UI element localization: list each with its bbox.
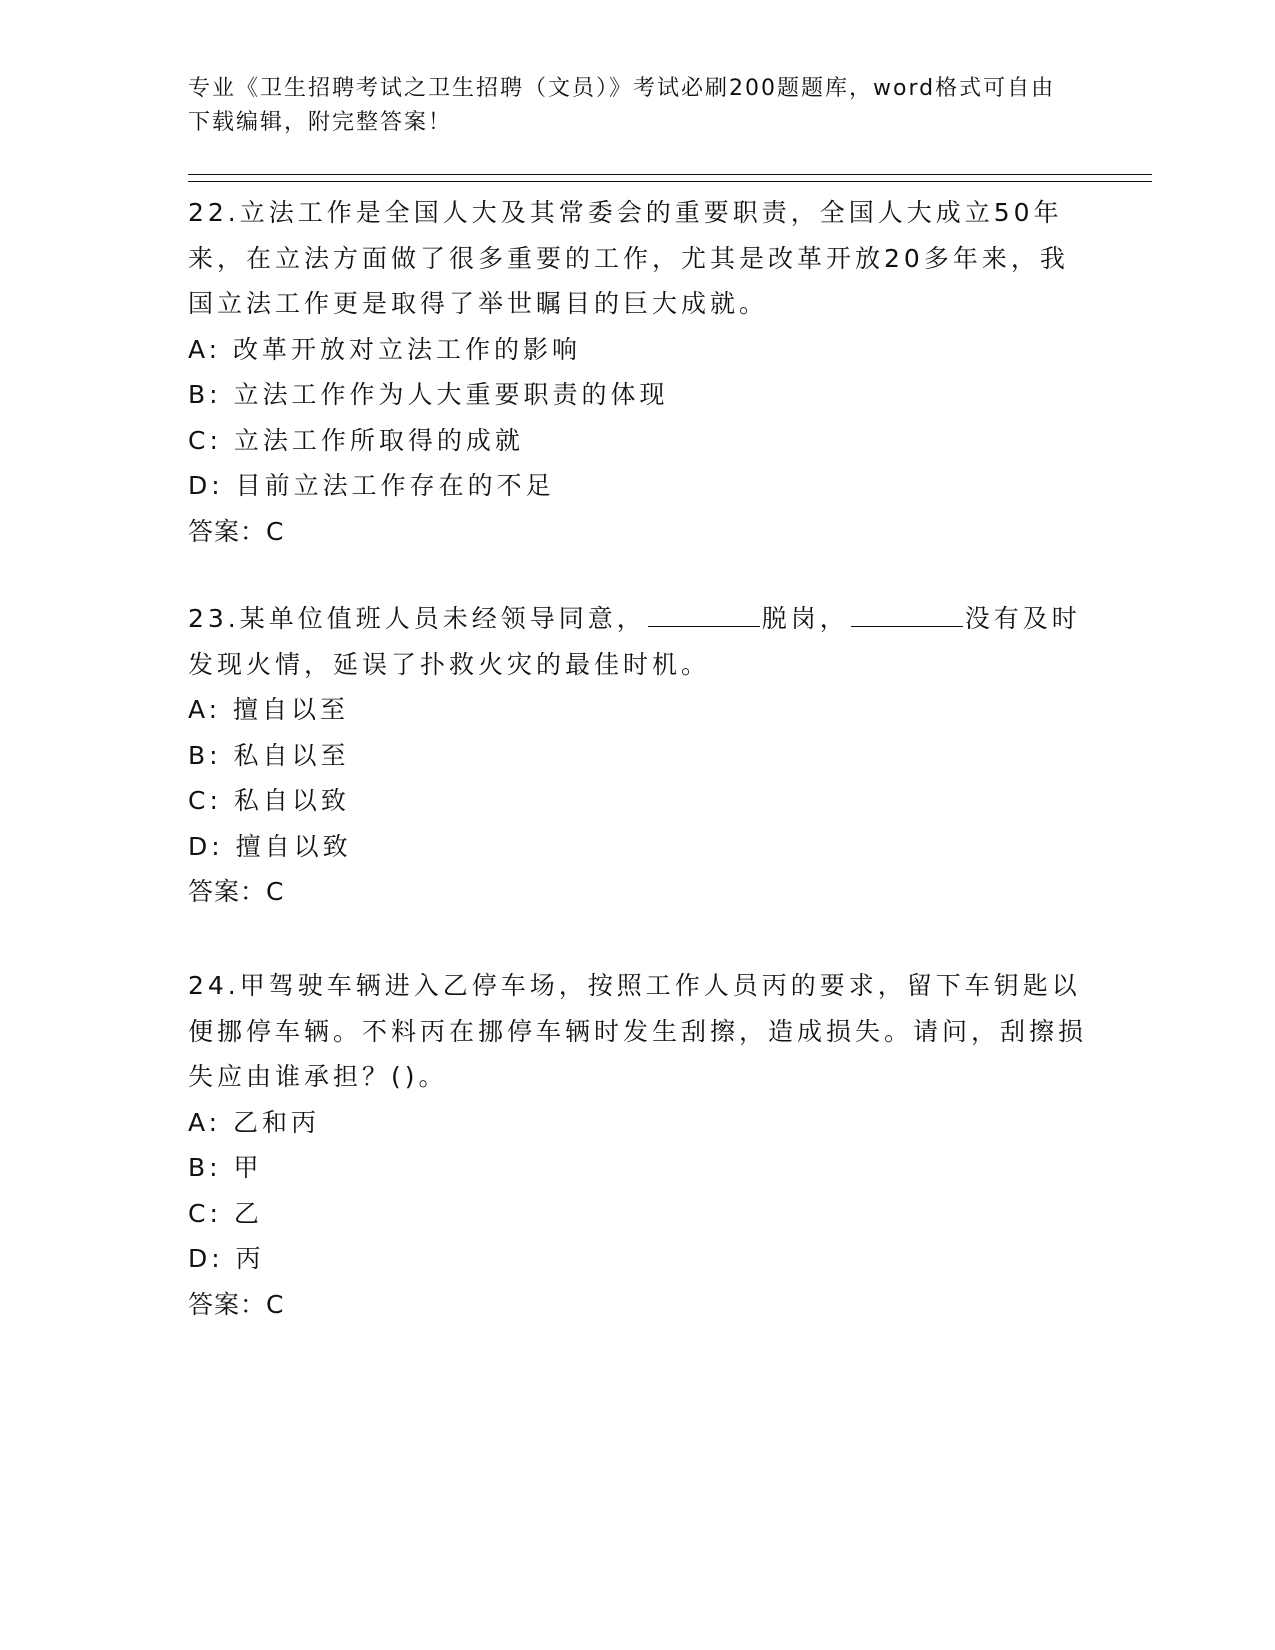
option-b: B: 私自以至 — [188, 740, 350, 770]
option-d: D: 擅自以致 — [188, 831, 352, 861]
option-a: A: 乙和丙 — [188, 1107, 321, 1137]
header-rule-bottom — [188, 181, 1152, 182]
option-a: A: 改革开放对立法工作的影响 — [188, 334, 582, 364]
stem-part-1: 23.某单位值班人员未经领导同意， — [188, 604, 646, 633]
option-c: C: 立法工作所取得的成就 — [188, 425, 524, 455]
question-stem: 22.立法工作是全国人大及其常委会的重要职责，全国人大成立50年来，在立法方面做了很多重要的工作，尤其是改革开放20多年来，我国立法工作更是取得了举世瞩目的巨大成就。 — [188, 198, 1069, 318]
option-b: B: 甲 — [188, 1153, 263, 1182]
question-24 — [188, 963, 1088, 1327]
option-a: A: 擅自以至 — [188, 695, 350, 724]
option-b: B: 立法工作作为人大重要职责的体现 — [188, 380, 669, 409]
document-header: 专业《卫生招聘考试之卫生招聘（文员）》考试必刷200题题库，word格式可自由下载编辑，附完整答案！ — [188, 76, 1056, 135]
fill-blank-2 — [851, 606, 963, 627]
answer-line: 答案：C — [188, 516, 285, 546]
header-rule-top — [188, 174, 1152, 175]
stem-part-2: 脱岗， — [761, 604, 849, 633]
question-stem: 24.甲驾驶车辆进入乙停车场，按照工作人员丙的要求，留下车钥匙以便挪停车辆。不料丙在挪停车辆时发生刮擦，造成损失。请问，刮擦损失应由谁承担？()。 — [188, 971, 1088, 1091]
option-d: D: 目前立法工作存在的不足 — [188, 471, 555, 500]
answer-line: 答案：C — [188, 877, 285, 906]
stem-part-3: 没有及时发现火情，延误了扑救火灾的最佳时机。 — [188, 604, 1081, 679]
answer-line: 答案：C — [188, 1289, 285, 1319]
question-22 — [188, 190, 1088, 554]
fill-blank-1 — [648, 606, 760, 627]
question-23 — [188, 596, 1088, 915]
option-c: C: 乙 — [188, 1198, 263, 1228]
question-stem — [188, 596, 1088, 687]
option-c: C: 私自以致 — [188, 786, 350, 815]
option-d: D: 丙 — [188, 1244, 265, 1273]
